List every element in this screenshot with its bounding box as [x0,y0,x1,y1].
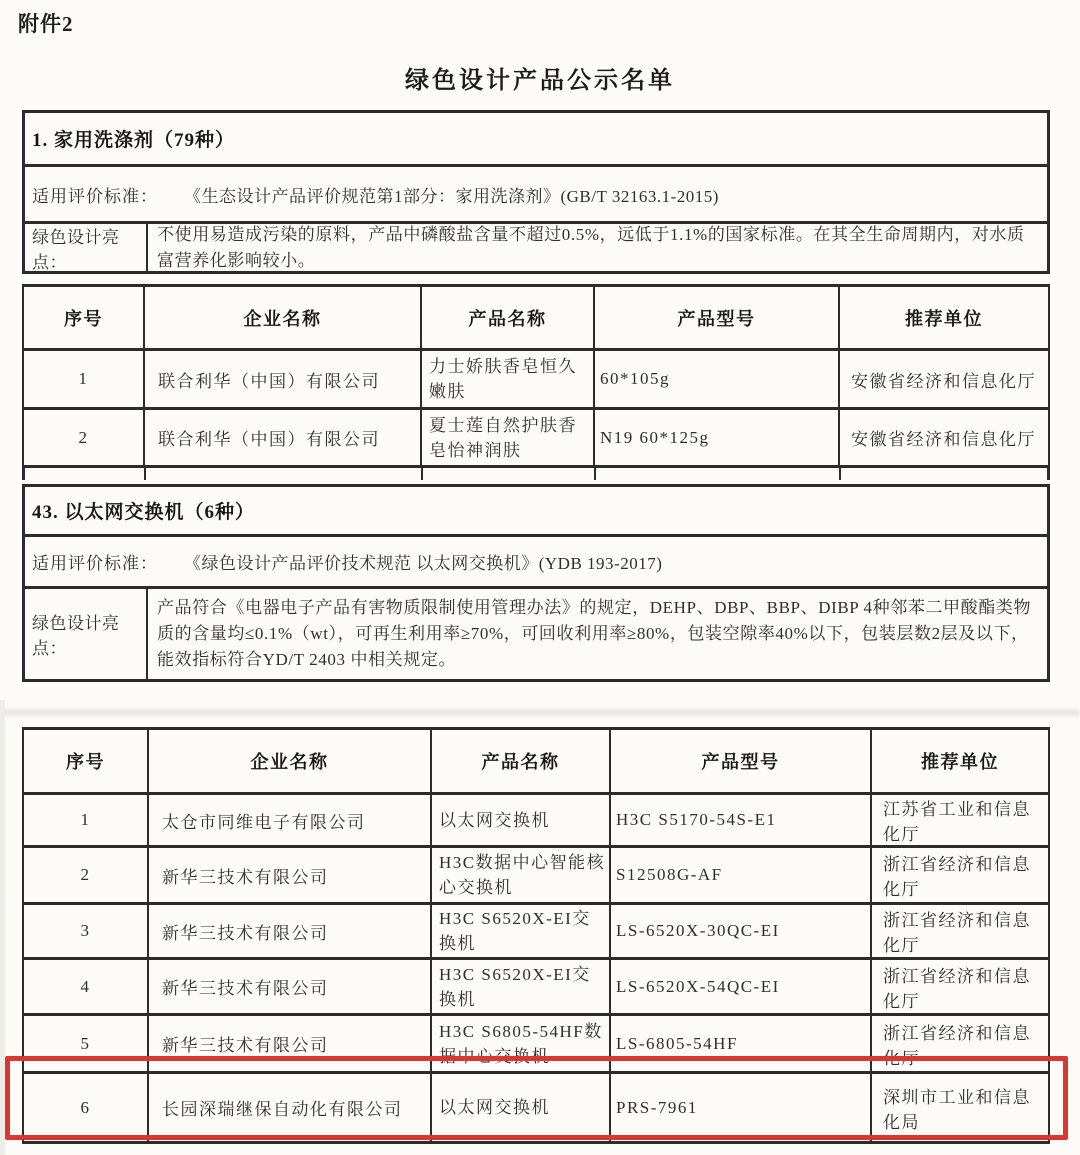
col-header-recommender: 推荐单位 [871,729,1049,794]
col-header-company: 企业名称 [144,286,421,350]
cell-company: 新华三技术有限公司 [148,959,431,1015]
scan-seam-shadow [0,708,1080,717]
cell-company: 新华三技术有限公司 [148,1015,431,1073]
page-title: 绿色设计产品公示名单 [405,68,675,94]
page-edge-shadow [0,700,5,1155]
cell-recommender: 安徽省经济和信息化厅 [839,350,1049,409]
truncated-row [22,467,1050,480]
cell-model: PRS-7961 [610,1073,871,1143]
attachment-label: 附件2 [18,12,74,36]
cell-seq: 1 [23,794,148,847]
section1-standard-text: 《生态设计产品评价规范第1部分：家用洗涤剂》(GB/T 32163.1-2015) [184,186,719,206]
table-row [23,350,1049,409]
cell-product: 力士娇肤香皂恒久嫩肤 [421,350,594,409]
cell-recommender: 浙江省经济和信息化厅 [871,959,1049,1015]
section1-standard-row [25,164,1047,221]
cell-company: 联合利华（中国）有限公司 [144,350,421,409]
cell-model: S12508G-AF [610,847,871,904]
section1-standard-label: 适用评价标准： [32,186,158,206]
cell-seq: 4 [23,959,148,1015]
cell-company: 新华三技术有限公司 [148,847,431,904]
cell-company: 长园深瑞继保自动化有限公司 [148,1073,431,1143]
section43-heading: 43. 以太网交换机（6种） [32,502,256,523]
cell-product: H3C S6520X-EI交换机 [431,959,610,1015]
table-header-row [23,286,1049,350]
table-row [23,904,1049,959]
table-row [23,1015,1049,1073]
col-header-product: 产品名称 [431,729,610,794]
cell-recommender: 江苏省工业和信息化厅 [871,794,1049,847]
table-row [23,847,1049,904]
section43-standard-label: 适用评价标准： [32,554,158,573]
cell-model: N19 60*125g [594,409,839,467]
cell-product: 夏士莲自然护肤香皂怡神润肤 [421,409,594,467]
section1-heading: 1. 家用洗涤剂（79种） [32,130,236,151]
section43-highlight-row [25,586,1047,679]
col-header-seq: 序号 [23,286,144,350]
cell-model: LS-6805-54HF [610,1015,871,1073]
table-header-row [23,729,1049,794]
cell-product: 以太网交换机 [431,794,610,847]
cell-seq: 5 [23,1015,148,1073]
section43-standard-row [25,534,1047,586]
cell-seq: 2 [23,847,148,904]
section43-info-table [22,484,1050,682]
col-header-product: 产品名称 [421,286,594,350]
cell-product: 以太网交换机 [431,1073,610,1143]
cell-model: 60*105g [594,350,839,409]
table-row-highlighted [23,1073,1049,1143]
cell-seq: 3 [23,904,148,959]
cell-seq: 1 [23,350,144,409]
cell-model: H3C S5170-54S-E1 [610,794,871,847]
cell-product: H3C S6520X-EI交换机 [431,904,610,959]
col-header-seq: 序号 [23,729,148,794]
section43-standard-text: 《绿色设计产品评价技术规范 以太网交换机》(YDB 193-2017) [184,554,663,573]
cell-product: H3C数据中心智能核心交换机 [431,847,610,904]
cell-product: H3C S6805-54HF数据中心交换机 [431,1015,610,1073]
cell-model: LS-6520X-54QC-EI [610,959,871,1015]
cell-seq: 2 [23,409,144,467]
table-row [23,409,1049,467]
section1-highlight-row [25,221,1047,271]
table-row [23,959,1049,1015]
col-header-model: 产品型号 [594,286,839,350]
section1-highlight-text: 不使用易造成污染的原料，产品中磷酸盐含量不超过0.5%，远低于1.1%的国家标准。在其全生命周期内，对水质富营养化影响较小。 [157,224,1025,270]
col-header-recommender: 推荐单位 [839,286,1049,350]
cell-company: 太仓市同维电子有限公司 [148,794,431,847]
cell-seq: 6 [23,1073,148,1143]
table-row [23,794,1049,847]
cell-company: 新华三技术有限公司 [148,904,431,959]
section1-info-table [22,110,1050,274]
cell-recommender: 安徽省经济和信息化厅 [839,409,1049,467]
cell-recommender: 浙江省经济和信息化厅 [871,1015,1049,1073]
cell-recommender: 深圳市工业和信息化局 [871,1073,1049,1143]
cell-recommender: 浙江省经济和信息化厅 [871,904,1049,959]
section43-highlight-text: 产品符合《电器电子产品有害物质限制使用管理办法》的规定，DEHP、DBP、BBP、DIBP 4种邻苯二甲酸酯类物质的含量均≤0.1%（wt），可再生利用率≥70%，可回收利用率≥80%，包装空隙率40%以下，包装层数2层及以下，能效指标符合YD/T 2403 中相关规定。 [157,598,1032,669]
cell-model: LS-6520X-30QC-EI [610,904,871,959]
cell-company: 联合利华（中国）有限公司 [144,409,421,467]
section1-highlight-label: 绿色设计亮点： [25,224,148,271]
section43-product-table [22,727,1050,1144]
section43-highlight-label: 绿色设计亮点： [25,589,148,679]
col-header-model: 产品型号 [610,729,871,794]
col-header-company: 企业名称 [148,729,431,794]
section1-product-table [22,284,1050,468]
cell-recommender: 浙江省经济和信息化厅 [871,847,1049,904]
